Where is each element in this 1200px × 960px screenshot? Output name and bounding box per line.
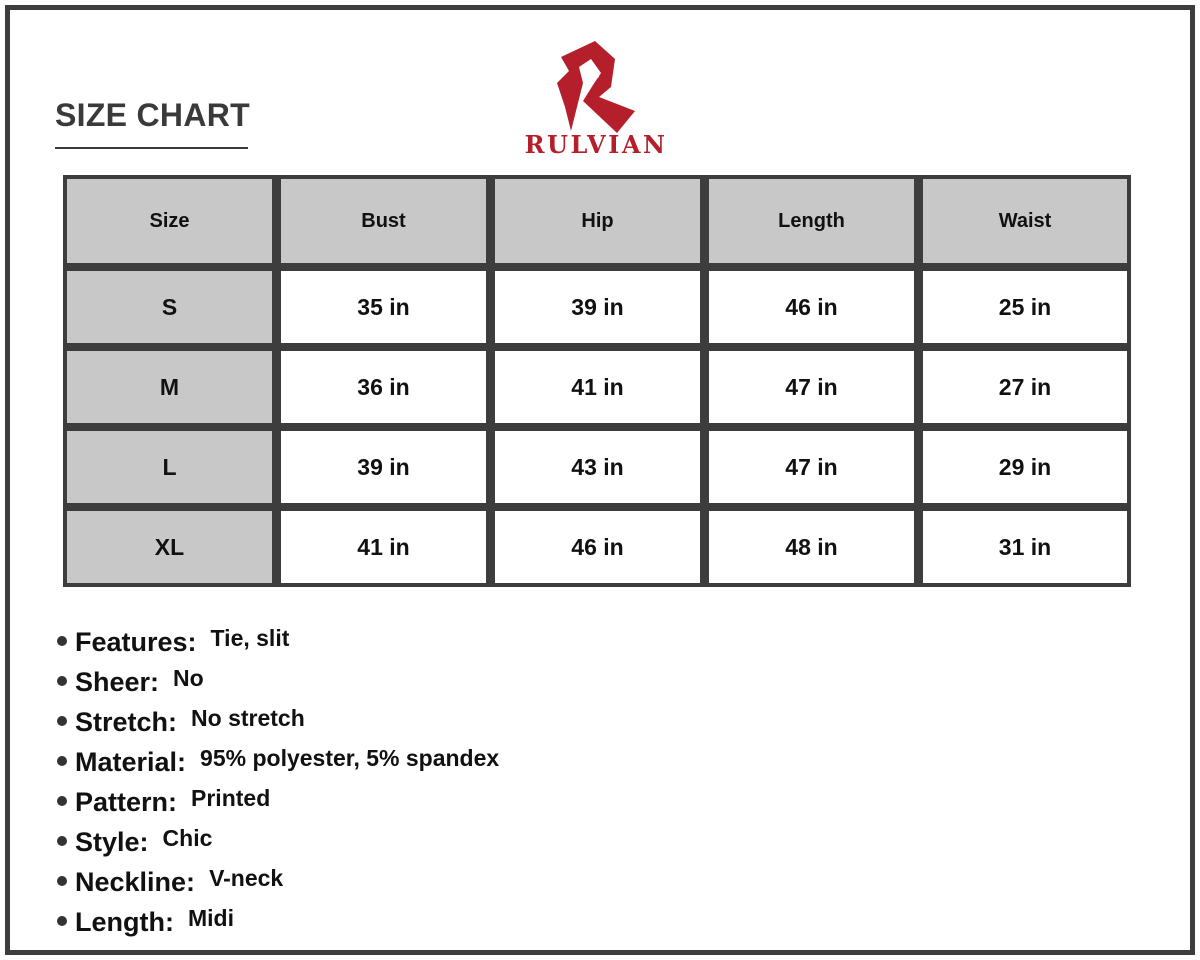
- hip-cell: 43 in: [495, 431, 700, 503]
- column-header-length: Length: [709, 179, 914, 263]
- size-table: [63, 175, 1131, 587]
- feature-value: No stretch: [191, 705, 305, 731]
- feature-label: Features:: [75, 627, 197, 657]
- bullet-icon: [57, 796, 67, 806]
- bust-cell: 41 in: [281, 511, 486, 583]
- bust-cell: 36 in: [281, 351, 486, 423]
- bullet-icon: [57, 676, 67, 686]
- page-title: SIZE CHART: [55, 97, 250, 133]
- feature-value: Printed: [191, 785, 271, 811]
- column-header-waist: Waist: [923, 179, 1127, 263]
- list-item: [57, 625, 757, 665]
- bust-cell: 35 in: [281, 271, 486, 343]
- feature-label: Material:: [75, 747, 187, 777]
- feature-label: Length:: [75, 907, 174, 937]
- features-list: [57, 625, 757, 945]
- feature-label: Neckline:: [75, 867, 196, 897]
- length-cell: 48 in: [709, 511, 914, 583]
- column-header-size: Size: [67, 179, 272, 263]
- bullet-icon: [57, 916, 67, 926]
- list-item: [57, 745, 757, 785]
- bullet-icon: [57, 636, 67, 646]
- feature-value: Chic: [162, 825, 213, 851]
- waist-cell: 29 in: [923, 431, 1127, 503]
- feature-label: Stretch:: [75, 707, 178, 737]
- feature-value: 95% polyester, 5% spandex: [200, 745, 500, 771]
- feature-label: Sheer:: [75, 667, 160, 697]
- column-header-hip: Hip: [495, 179, 700, 263]
- length-cell: 47 in: [709, 431, 914, 503]
- bullet-icon: [57, 756, 67, 766]
- list-item: [57, 825, 757, 865]
- feature-label: Style:: [75, 827, 149, 857]
- waist-cell: 27 in: [923, 351, 1127, 423]
- list-item: [57, 665, 757, 705]
- feature-value: No: [173, 665, 204, 691]
- feature-value: Tie, slit: [210, 625, 290, 651]
- bullet-icon: [57, 836, 67, 846]
- bullet-icon: [57, 716, 67, 726]
- list-item: [57, 905, 757, 945]
- length-cell: 46 in: [709, 271, 914, 343]
- hip-cell: 39 in: [495, 271, 700, 343]
- bust-cell: 39 in: [281, 431, 486, 503]
- row-size-label: S: [67, 271, 272, 343]
- column-header-bust: Bust: [281, 179, 486, 263]
- waist-cell: 31 in: [923, 511, 1127, 583]
- feature-label: Pattern:: [75, 787, 178, 817]
- hip-cell: 41 in: [495, 351, 700, 423]
- brand-name: RULVIAN: [524, 130, 668, 159]
- row-size-label: M: [67, 351, 272, 423]
- hip-cell: 46 in: [495, 511, 700, 583]
- length-cell: 47 in: [709, 351, 914, 423]
- list-item: [57, 865, 757, 905]
- list-item: [57, 705, 757, 745]
- r-monogram-icon: [553, 37, 637, 133]
- waist-cell: 25 in: [923, 271, 1127, 343]
- feature-value: V-neck: [209, 865, 284, 891]
- bullet-icon: [57, 876, 67, 886]
- list-item: [57, 785, 757, 825]
- row-size-label: L: [67, 431, 272, 503]
- feature-value: Midi: [187, 905, 234, 931]
- title-underline: [55, 147, 248, 149]
- row-size-label: XL: [67, 511, 272, 583]
